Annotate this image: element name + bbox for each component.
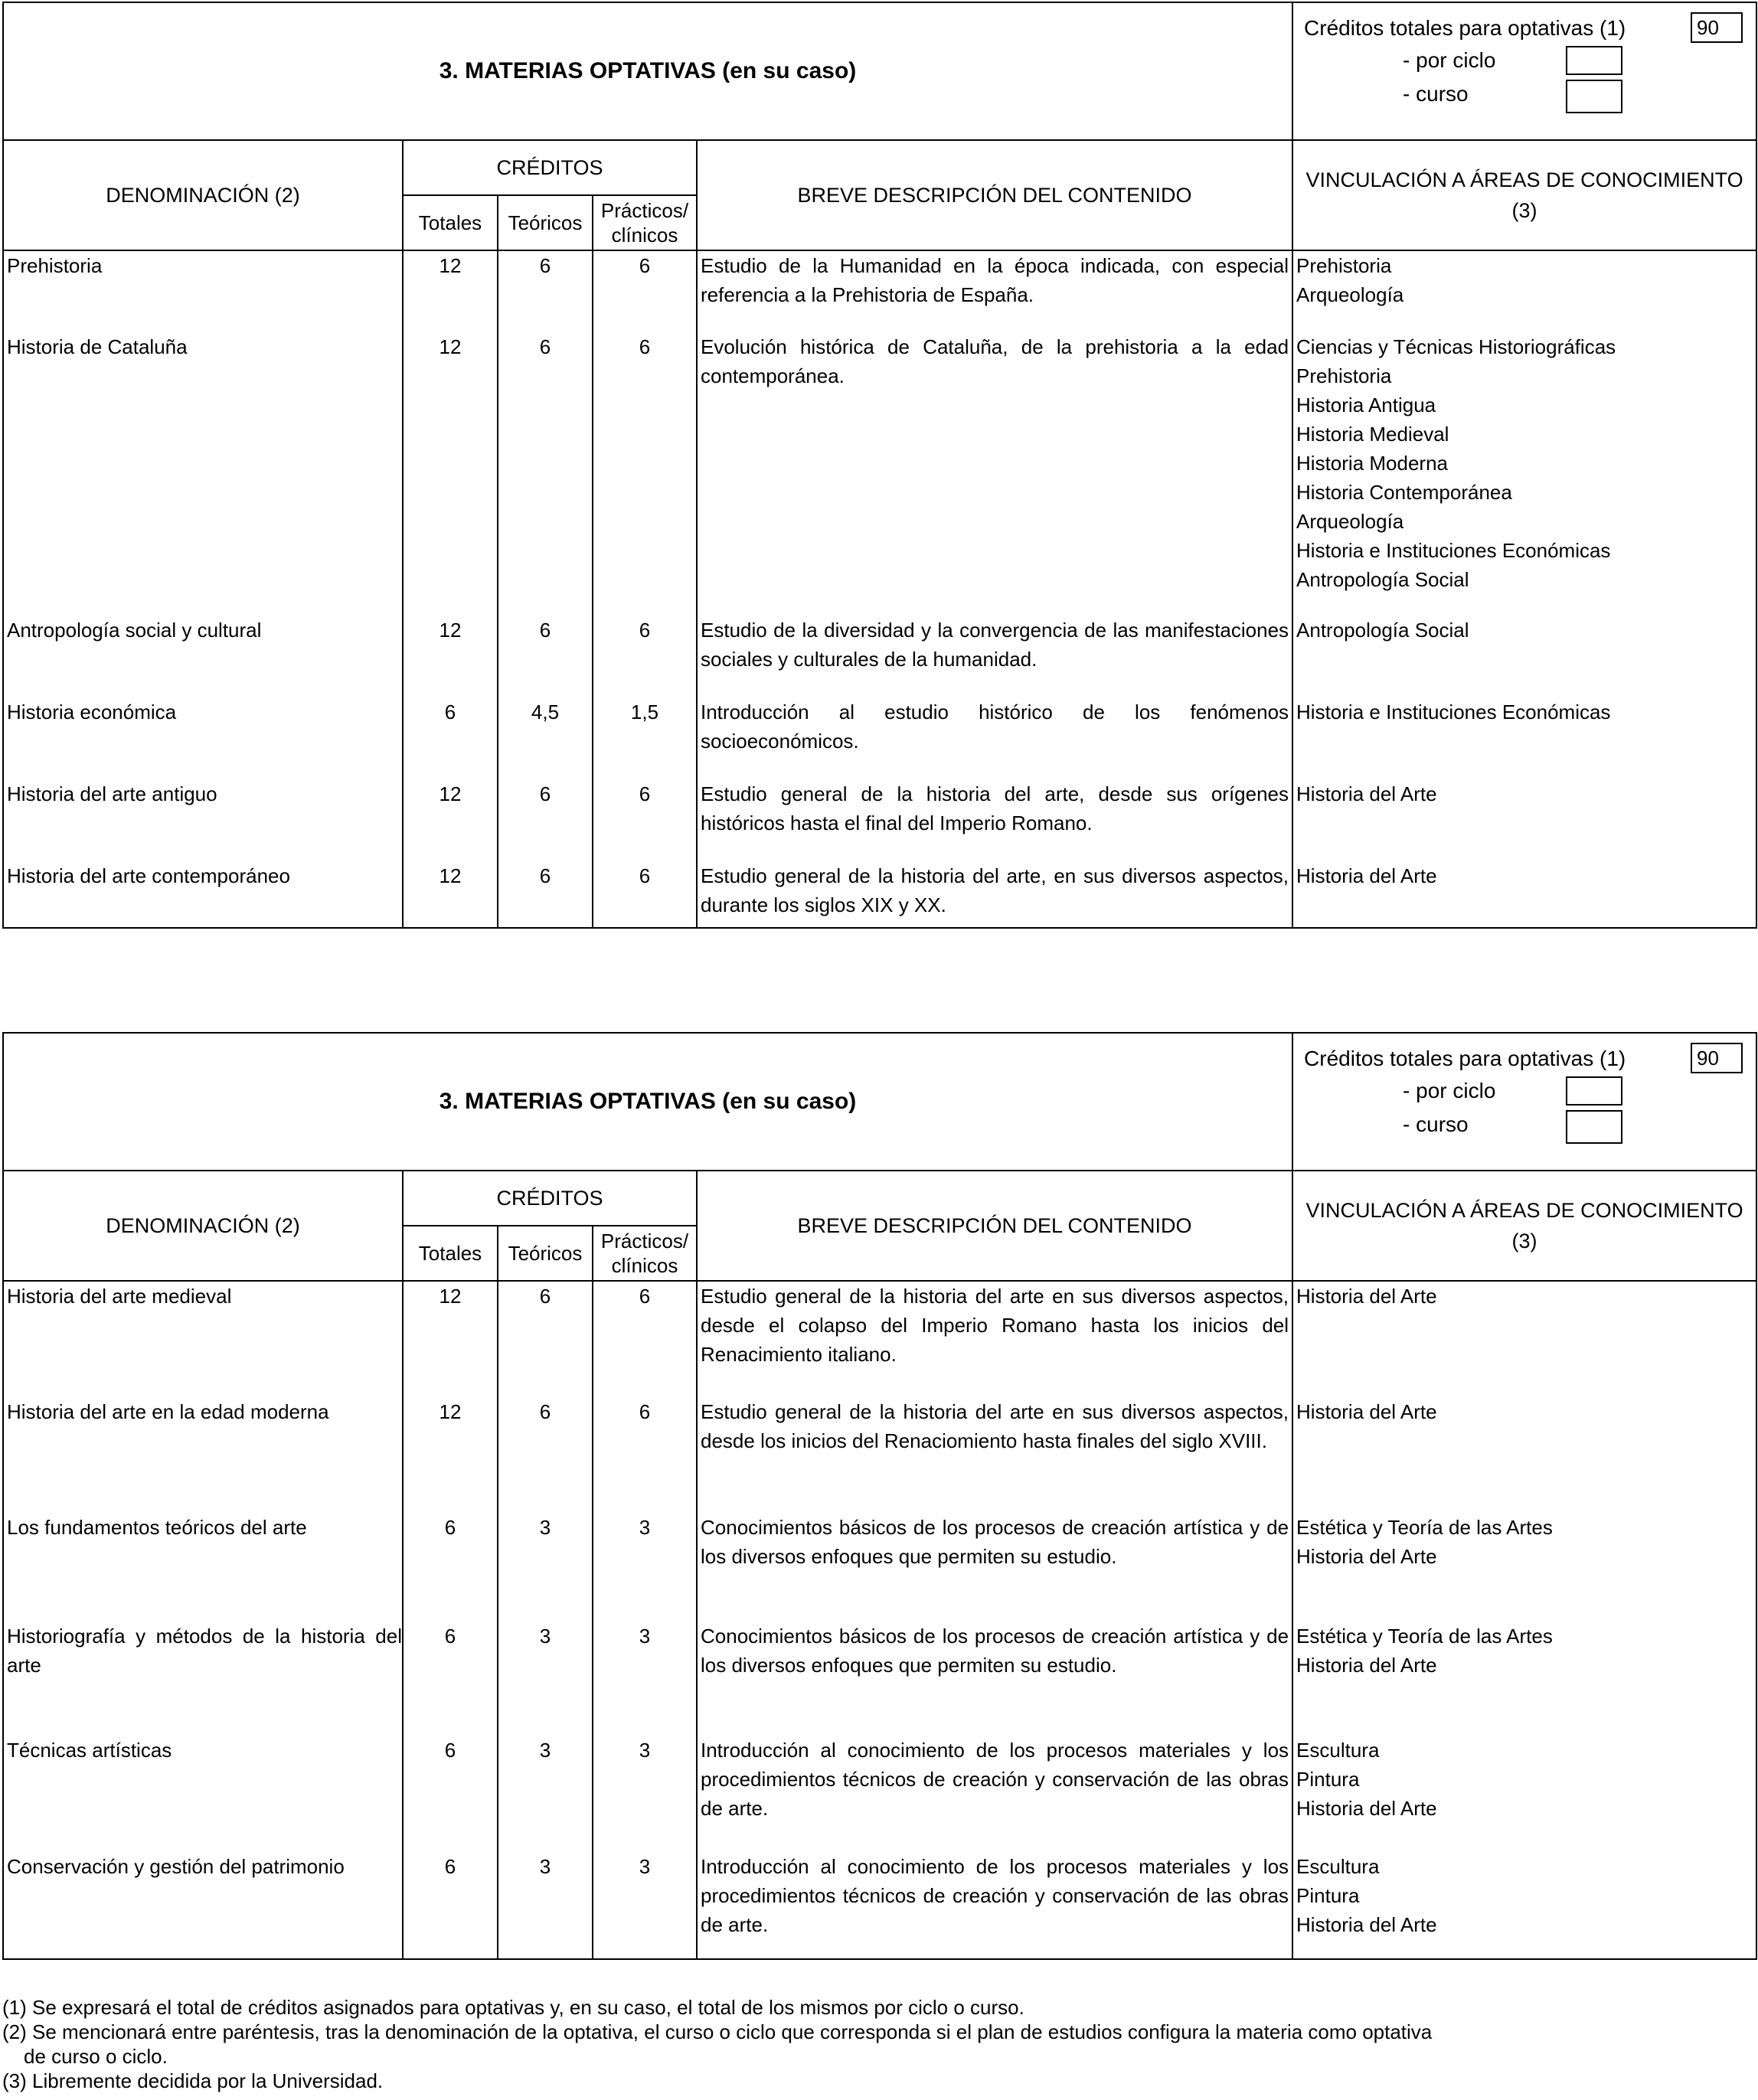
section-title: 3. MATERIAS OPTATIVAS (en su caso) [3,1033,1292,1171]
header-creditos: CRÉDITOS [403,1171,697,1226]
table-row [3,1736,1756,1852]
subject-name: Los fundamentos teóricos del arte [3,1513,403,1622]
table-row [3,1622,1756,1736]
credits-panel [1292,1033,1756,1171]
table-row [3,861,1756,928]
subject-description: Estudio de la Humanidad en la época indicada, con especial referencia a la Prehistoria de España. [697,250,1292,332]
per-course-label: - curso [1403,82,1469,106]
credits-theory: 6 [498,250,593,332]
credits-theory: 4,5 [498,697,593,779]
subject-name: Conservación y gestión del patrimonio [3,1852,403,1959]
area-item: Historia del Arte [1296,1285,1437,1308]
header-vinculacion: VINCULACIÓN A ÁREAS DE CONOCIMIENTO (3) [1292,140,1756,250]
subject-description: Estudio general de la historia del arte, desde sus orígenes históricos hasta el final del Imperio Romano. [697,779,1292,861]
credits-totals: 12 [403,250,498,332]
subject-name: Prehistoria [3,250,403,332]
credits-totals: 12 [403,1397,498,1513]
credits-panel [1292,2,1756,140]
subject-description: Conocimientos básicos de los procesos de creación artística y de los diversos enfoques que permiten su estudio. [697,1513,1292,1622]
credits-practice: 3 [593,1852,697,1959]
area-item: Historia Antigua [1296,394,1436,416]
subject-name: Técnicas artísticas [3,1736,403,1852]
table-row [3,332,1756,616]
per-cycle-box [1566,1076,1622,1106]
credits-theory: 6 [498,332,593,616]
area-item: Antropología Social [1296,568,1469,591]
header-denominacion: DENOMINACIÓN (2) [3,140,403,250]
subject-description: Introducción al estudio histórico de los fenómenos socioeconómicos. [697,697,1292,779]
subject-name: Historia económica [3,697,403,779]
table-row [3,1281,1756,1397]
footnote-3: (3) Libremente decidida por la Universidad. [2,2069,384,2092]
table-row [3,697,1756,779]
credits-theory: 6 [498,861,593,928]
header-descripcion: BREVE DESCRIPCIÓN DEL CONTENIDO [697,1171,1292,1281]
subject-description: Introducción al conocimiento de los procesos materiales y los procedimientos técnicos de creación y conservación de las obras de arte. [697,1736,1292,1852]
area-item: Historia del Arte [1296,782,1437,805]
knowledge-areas [1292,861,1756,928]
area-item: Historia Contemporánea [1296,481,1512,504]
total-credits-box: 90 [1691,1043,1743,1073]
credits-totals: 6 [403,697,498,779]
knowledge-areas [1292,332,1756,616]
area-item: Pintura [1296,1884,1360,1907]
table-row [3,1397,1756,1513]
subject-description: Estudio de la diversidad y la convergencia de las manifestaciones sociales y culturales de la humanidad. [697,616,1292,697]
header-vinculacion: VINCULACIÓN A ÁREAS DE CONOCIMIENTO (3) [1292,1171,1756,1281]
area-item: Historia Moderna [1296,452,1449,475]
credits-totals: 6 [403,1622,498,1736]
credits-practice: 6 [593,1397,697,1513]
credits-practice: 1,5 [593,697,697,779]
area-item: Pintura [1296,1768,1360,1791]
footnote-2: (2) Se mencionará entre paréntesis, tras la denominación de la optativa, el curso o ciclo que corresponda si el plan de estudios configura la materia como optativa [2,2020,1433,2043]
credits-theory: 3 [498,1852,593,1959]
per-cycle-label: - por ciclo [1403,1079,1496,1102]
credits-practice: 6 [593,616,697,697]
area-item: Historia e Instituciones Económicas [1296,701,1611,723]
per-cycle-box [1566,46,1622,75]
table-row [3,779,1756,861]
credits-totals: 6 [403,1513,498,1622]
subject-description: Introducción al conocimiento de los procesos materiales y los procedimientos técnicos de creación y conservación de las obras de arte. [697,1852,1292,1959]
credits-practice: 6 [593,779,697,861]
credits-totals: 6 [403,1736,498,1852]
subject-name: Antropología social y cultural [3,616,403,697]
table-row [3,1513,1756,1622]
knowledge-areas [1292,1736,1756,1852]
area-item: Escultura [1296,1855,1380,1878]
credits-theory: 6 [498,1281,593,1397]
optativas-table-2 [2,1032,1757,1960]
table-row [3,1852,1756,1959]
credits-practice: 6 [593,1281,697,1397]
table-row [3,250,1756,332]
knowledge-areas [1292,1397,1756,1513]
knowledge-areas [1292,1622,1756,1736]
area-item: Historia e Instituciones Económicas [1296,539,1611,562]
total-credits-label: Créditos totales para optativas (1) [1304,1047,1626,1070]
header-teoricos: Teóricos [498,1226,593,1281]
header-practicos: Prácticos/ clínicos [593,195,697,250]
area-item: Historia del Arte [1296,1654,1437,1677]
area-item: Prehistoria [1296,254,1392,277]
subject-name: Historia del arte medieval [3,1281,403,1397]
total-credits-box: 90 [1691,12,1743,43]
header-totales: Totales [403,1226,498,1281]
credits-totals: 12 [403,332,498,616]
table-row [3,616,1756,697]
subject-description: Estudio general de la historia del arte en sus diversos aspectos, desde el colapso del Imperio Romano hasta los inicios del Renacimiento italiano. [697,1281,1292,1397]
credits-totals: 12 [403,616,498,697]
footnotes [2,1995,1748,2093]
credits-totals: 12 [403,1281,498,1397]
footnote-2-continuation: de curso o ciclo. [24,2045,168,2068]
credits-totals: 6 [403,1852,498,1959]
header-totales: Totales [403,195,498,250]
credits-theory: 6 [498,1397,593,1513]
per-course-box [1566,80,1622,113]
credits-practice: 6 [593,250,697,332]
area-item: Estética y Teoría de las Artes [1296,1516,1553,1539]
knowledge-areas [1292,1852,1756,1959]
area-item: Historia Medieval [1296,423,1449,446]
area-item: Escultura [1296,1739,1380,1762]
credits-totals: 12 [403,861,498,928]
subject-description: Estudio general de la historia del arte, en sus diversos aspectos, durante los siglos XIX y XX. [697,861,1292,928]
area-item: Arqueología [1296,283,1404,306]
area-item: Antropología Social [1296,619,1469,642]
header-teoricos: Teóricos [498,195,593,250]
area-item: Ciencias y Técnicas Historiográficas [1296,335,1616,358]
area-item: Historia del Arte [1296,1545,1437,1568]
credits-theory: 3 [498,1513,593,1622]
credits-theory: 6 [498,779,593,861]
credits-practice: 3 [593,1513,697,1622]
knowledge-areas [1292,250,1756,332]
credits-totals: 12 [403,779,498,861]
subject-description: Estudio general de la historia del arte en sus diversos aspectos, desde los inicios del Renaciomiento hasta finales del siglo XVIII. [697,1397,1292,1513]
section-title: 3. MATERIAS OPTATIVAS (en su caso) [3,2,1292,140]
total-credits-label: Créditos totales para optativas (1) [1304,16,1626,40]
knowledge-areas [1292,616,1756,697]
header-descripcion: BREVE DESCRIPCIÓN DEL CONTENIDO [697,140,1292,250]
area-item: Arqueología [1296,510,1404,533]
area-item: Historia del Arte [1296,864,1437,887]
subject-name: Historia del arte contemporáneo [3,861,403,928]
credits-practice: 3 [593,1736,697,1852]
header-creditos: CRÉDITOS [403,140,697,195]
area-item: Historia del Arte [1296,1913,1437,1936]
per-course-label: - curso [1403,1112,1469,1136]
subject-description: Evolución histórica de Cataluña, de la prehistoria a la edad contemporánea. [697,332,1292,616]
area-item: Historia del Arte [1296,1400,1437,1423]
knowledge-areas [1292,697,1756,779]
subject-name: Historiografía y métodos de la historia del arte [3,1622,403,1736]
area-item: Historia del Arte [1296,1797,1437,1820]
footnote-1: (1) Se expresará el total de créditos asignados para optativas y, en su caso, el total de los mismos por ciclo o curso. [2,1996,1024,2019]
area-item: Prehistoria [1296,364,1392,387]
optativas-table-1 [2,2,1757,929]
area-item: Estética y Teoría de las Artes [1296,1625,1553,1648]
credits-practice: 6 [593,861,697,928]
per-course-box [1566,1110,1622,1144]
header-denominacion: DENOMINACIÓN (2) [3,1171,403,1281]
per-cycle-label: - por ciclo [1403,48,1496,72]
knowledge-areas [1292,1513,1756,1622]
subject-description: Conocimientos básicos de los procesos de creación artística y de los diversos enfoques que permiten su estudio. [697,1622,1292,1736]
credits-theory: 3 [498,1736,593,1852]
knowledge-areas [1292,1281,1756,1397]
credits-practice: 6 [593,332,697,616]
header-practicos: Prácticos/ clínicos [593,1226,697,1281]
credits-theory: 6 [498,616,593,697]
credits-practice: 3 [593,1622,697,1736]
subject-name: Historia de Cataluña [3,332,403,616]
subject-name: Historia del arte en la edad moderna [3,1397,403,1513]
knowledge-areas [1292,779,1756,861]
credits-theory: 3 [498,1622,593,1736]
subject-name: Historia del arte antiguo [3,779,403,861]
